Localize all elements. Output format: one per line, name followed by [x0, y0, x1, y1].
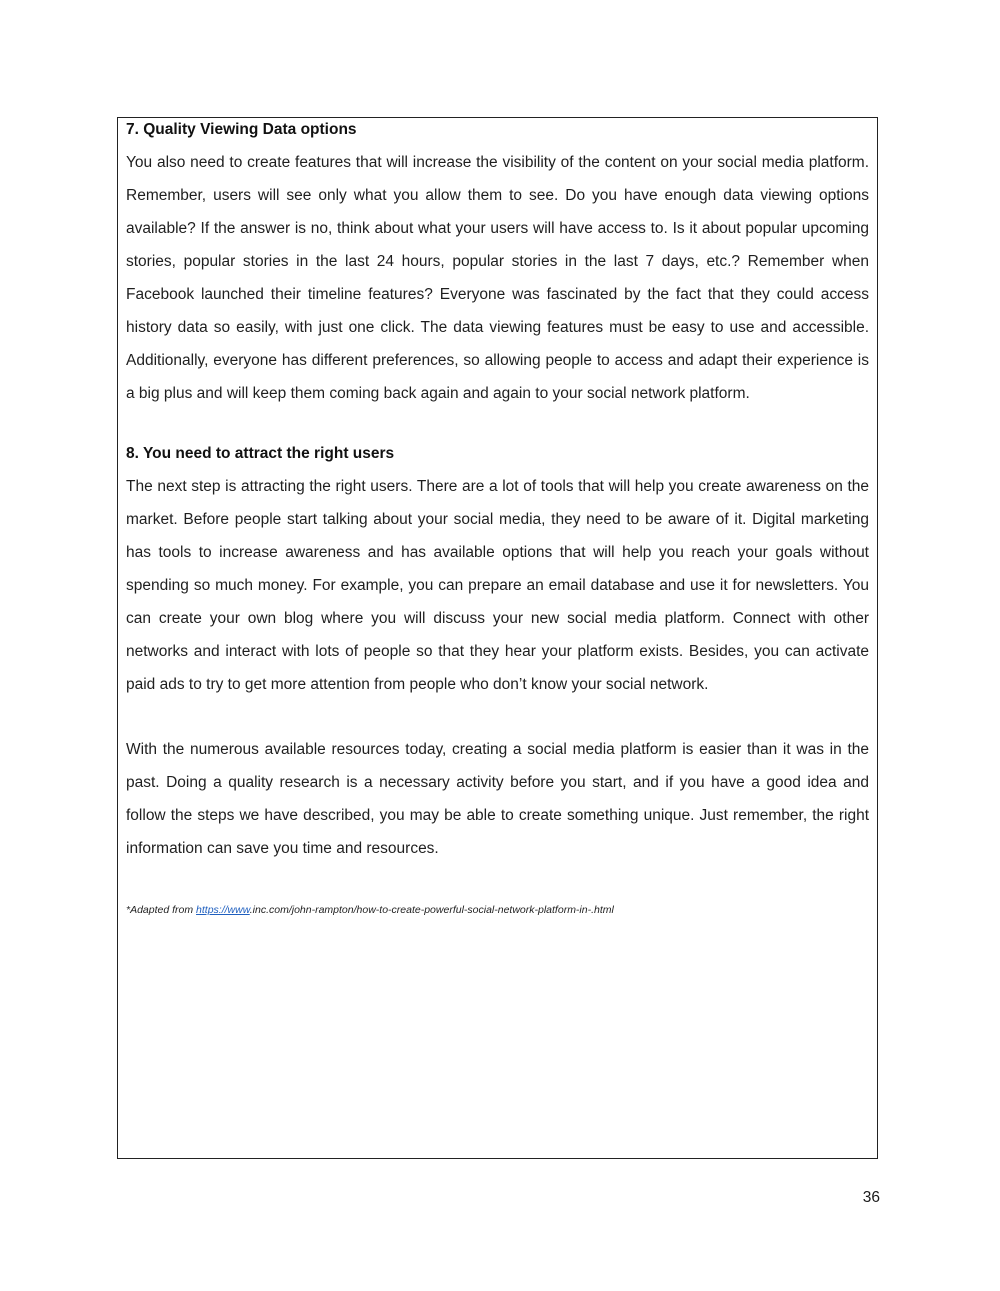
source-prefix: *Adapted from: [126, 904, 197, 916]
source-link[interactable]: https://www: [196, 904, 250, 916]
section-heading: 7. Quality Viewing Data options: [126, 121, 357, 138]
source-suffix: .inc.com/john-rampton/how-to-create-powerful-social-network-platform-in-.html: [249, 904, 614, 916]
content-frame: [117, 117, 878, 1159]
section-paragraph: You also need to create features that will increase the visibility of the content on your social media platform. Remember, users will see only what you allow them to see. Do you have enough data viewing options available? If the answer is no, think about what your users will have access to. Is it about popular upcoming stories, popular stories in the last 24 hours, popular stories in the last 7 days, etc.? Remember when Facebook launched their timeline features? Everyone was fascinated by the fact that they could access history data so easily, with just one click. The data viewing features must be easy to use and accessible. Additionally, everyone has different preferences, so allowing people to access and adapt their experience is a big plus and will keep them coming back again and again to your social network platform.: [126, 154, 869, 402]
spacer: [126, 410, 869, 442]
section-heading: 8. You need to attract the right users: [126, 445, 395, 462]
section-paragraph: The next step is attracting the right users. There are a lot of tools that will help you create awareness on the market. Before people start talking about your social media, they need to be aware of it. Digital marketing has tools to increase awareness and has available options that will help you reach your goals without spending so much money. For example, you can prepare an email database and use it for newsletters. You can create your own blog where you will discuss your new social media platform. Connect with other networks and interact with lots of people so that they hear your platform exists. Besides, you can activate paid ads to try to get more attention from people who don’t know your social network.: [126, 478, 869, 693]
page-number: 36: [862, 1189, 880, 1206]
source-citation: [126, 903, 869, 917]
spacer: [126, 701, 869, 733]
conclusion-paragraph: With the numerous available resources today, creating a social media platform is easier than it was in the past. Doing a quality research is a necessary activity before you start, and if you have a good idea and follow the steps we have described, you may be able to create something unique. Just remember, the right information can save you time and resources.: [126, 741, 869, 857]
section-quality-viewing: [126, 118, 869, 410]
section-attract-users: [126, 442, 869, 701]
